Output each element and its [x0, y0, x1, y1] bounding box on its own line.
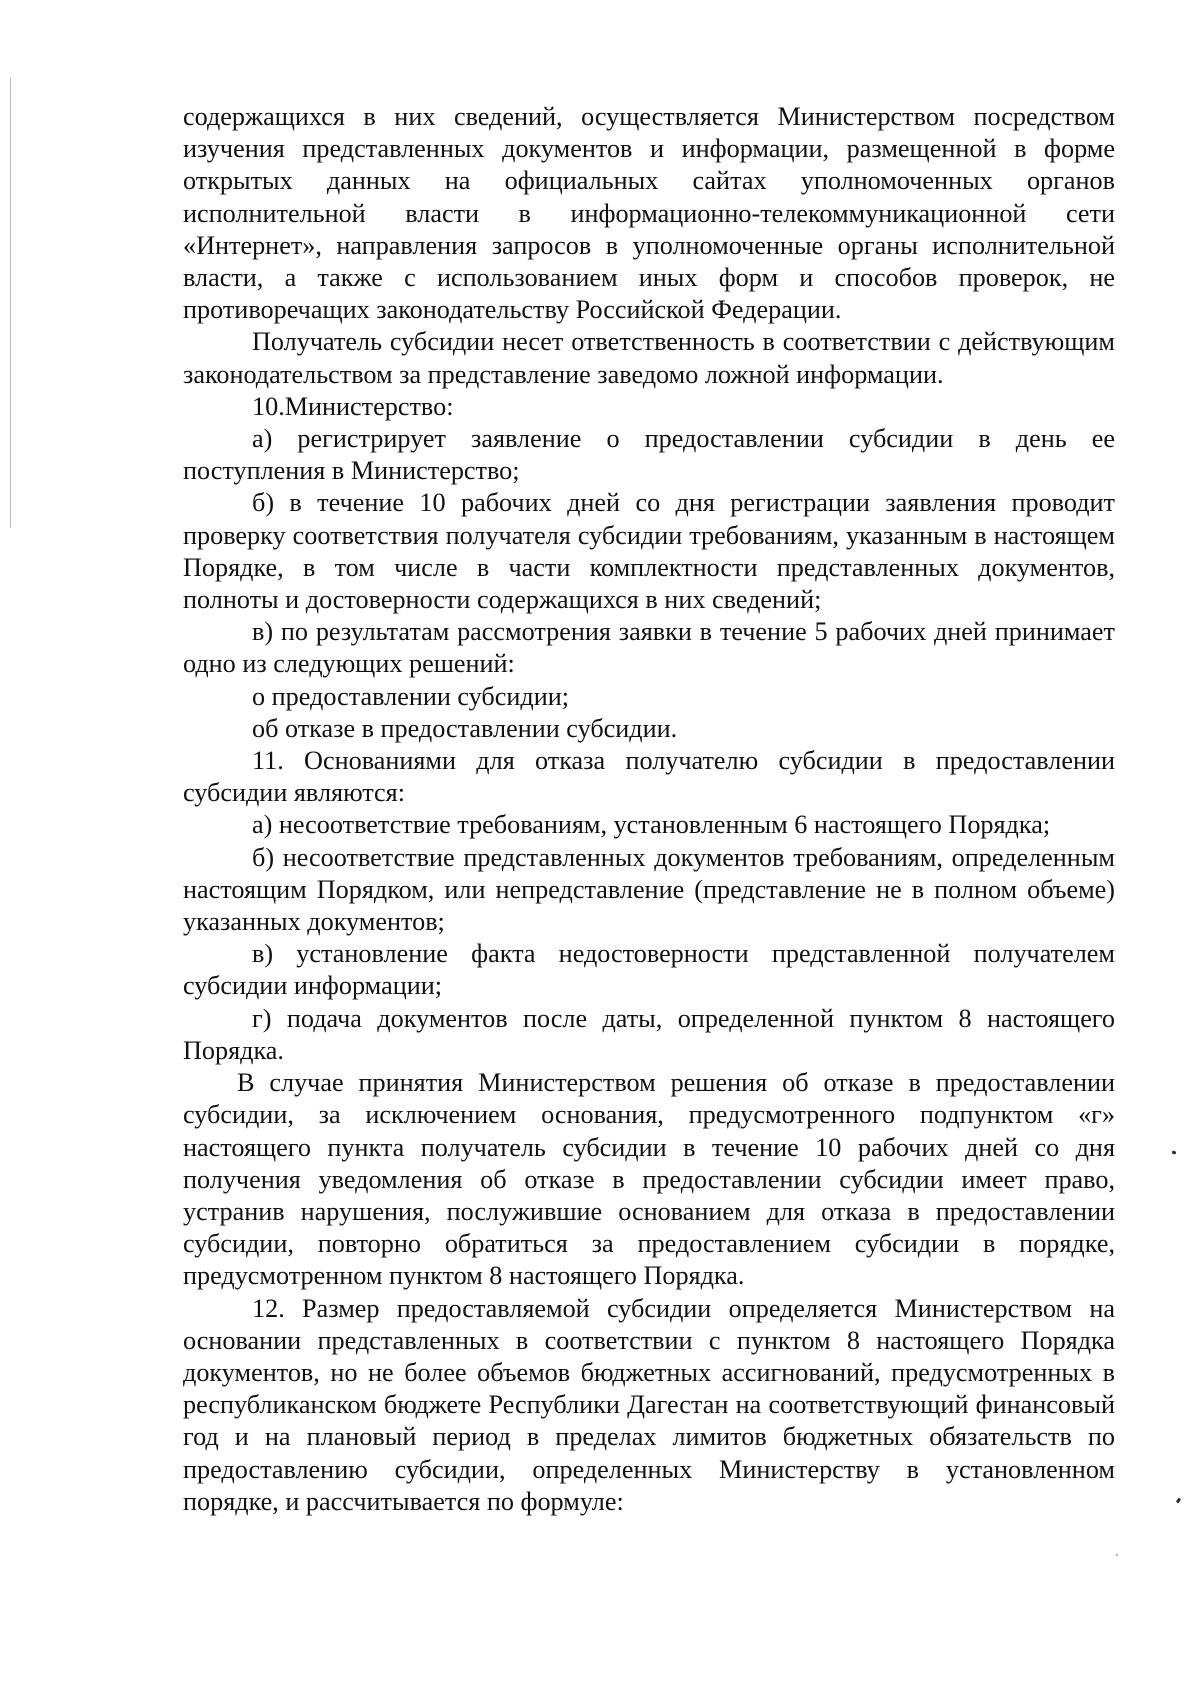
paragraph-item-10a: а) регистрирует заявление о предоставлении субсидии в день ее поступления в Министерство; — [183, 424, 1115, 486]
paragraph-refusal-case: В случае принятия Министерством решения об отказе в предоставлении субсидии, за исключением основания, предусмотренного подпунктом «г» настоящего пункта получатель субсидии в течение 10 рабочих дней со дня получения уведомления об отказе в предоставлении субсидии имеет право, устранив нарушения, послужившие основанием для отказа в предоставлении субсидии, повторно обратиться за предоставлением субсидии в порядке, предусмотренном пунктом 8 настоящего Порядка. — [183, 1068, 1115, 1291]
paragraph-item-10b: б) в течение 10 рабочих дней со дня регистрации заявления проводит проверку соответствия получателя субсидии требованиям, указанным в настоящем Порядке, в том числе в части комплектности представленных документов, полноты и достоверности содержащихся в них сведений; — [183, 488, 1115, 615]
paragraph-item-11v: в) установление факта недостоверности представленной получателем субсидии информации; — [183, 939, 1115, 1001]
paragraph-item-11-heading: 11. Основаниями для отказа получателю субсидии в предоставлении субсидии являются: — [183, 746, 1115, 808]
scan-speck-mark — [1172, 1150, 1177, 1154]
scan-edge-line — [10, 78, 11, 528]
scan-speck-mark — [1116, 1554, 1118, 1556]
paragraph-item-10v: в) по результатам рассмотрения заявки в течение 5 рабочих дней принимает одно из следующих решений: — [183, 617, 1115, 679]
paragraph-verification-continuation: содержащихся в них сведений, осуществляется Министерством посредством изучения представленных документов и информации, размещенной в форме открытых данных на официальных сайтах уполномоченных органов исполнительной власти в информационно-телекоммуникационной сети «Интернет», направления запросов в уполномоченные органы исполнительной власти, а также с использованием иных форм и способов проверок, не противоречащих законодательству Российской Федерации. — [183, 102, 1115, 325]
paragraph-decision-refuse: об отказе в предоставлении субсидии. — [252, 713, 678, 743]
paragraph-item-11a: а) несоответствие требованиям, установленным 6 настоящего Порядка; — [252, 810, 1051, 840]
paragraph-item-11g: г) подача документов после даты, определенной пунктом 8 настоящего Порядка. — [183, 1003, 1115, 1065]
paragraph-item-10-heading: 10.Министерство: — [252, 391, 454, 421]
document-body — [183, 101, 1115, 1518]
paragraph-decision-grant: о предоставлении субсидии; — [252, 681, 570, 711]
scan-speck-mark — [1176, 1498, 1181, 1504]
paragraph-recipient-responsibility: Получатель субсидии несет ответственность в соответствии с действующим законодательством за представление заведомо ложной информации. — [183, 327, 1115, 389]
paragraph-item-12: 12. Размер предоставляемой субсидии определяется Министерством на основании представленных в соответствии с пунктом 8 настоящего Порядка документов, но не более объемов бюджетных ассигнований, предусмотренных в республиканском бюджете Республики Дагестан на соответствующий финансовый год и на плановый период в пределах лимитов бюджетных обязательств по предоставлению субсидии, определенных Министерству в установленном порядке, и рассчитывается по формуле: — [183, 1293, 1115, 1516]
paragraph-item-11b: б) несоответствие представленных документов требованиям, определенным настоящим Порядком, или непредставление (представление не в полном объеме) указанных документов; — [183, 842, 1115, 937]
